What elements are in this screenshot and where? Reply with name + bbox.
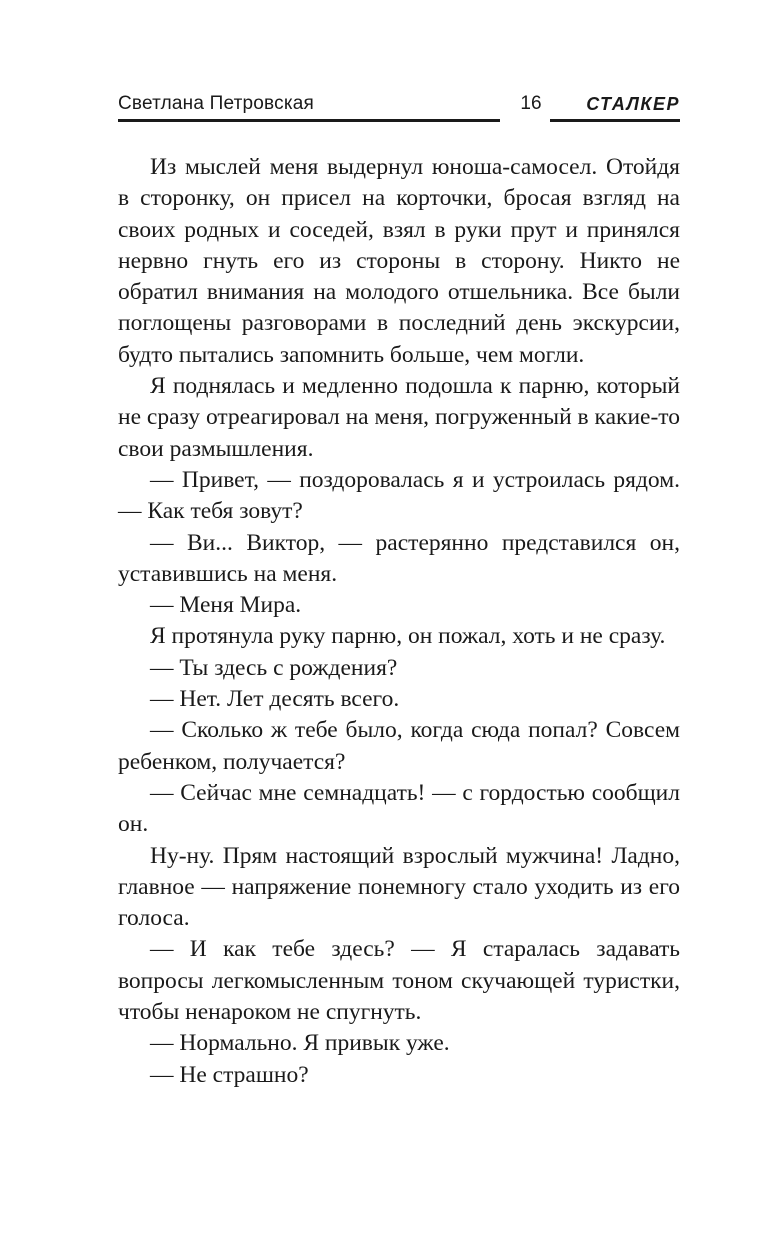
paragraph: Ну-ну. Прям настоящий взрослый мужчина! Ладно, главное — напряжение понемногу стало уходить из его голоса. (118, 842, 680, 932)
dialogue-line: — Ты здесь с рождения? (150, 654, 398, 681)
running-header (118, 92, 680, 122)
body-text (118, 152, 680, 1091)
header-author: Светлана Петровская (118, 93, 315, 114)
dialogue-line: — Ви... Виктор, — растерянно представился он, уставившись на меня. (118, 529, 680, 587)
dialogue-line: — Нет. Лет десять всего. (150, 686, 400, 713)
paragraph: Из мыслей меня выдернул юноша-самосел. Отойдя в сторонку, он присел на корточки, бросая взгляд на своих родных и соседей, взял в руки прут и принялся нервно гнуть его из стороны в сторону. Никто не обратил внимания на молодого отшельника. Все были поглощены разговорами в последний день экскурсии, будто пытались запомнить больше, чем могли. (118, 154, 680, 368)
header-rule-right (550, 119, 680, 122)
dialogue-line: — Сейчас мне семнадцать! — с гордостью сообщил он. (118, 779, 680, 838)
header-series-title: СТАЛКЕР (586, 94, 680, 114)
dialogue-line: — Нормально. Я привык уже. (150, 1030, 450, 1057)
paragraph: Я поднялась и медленно подошла к парню, который не сразу отреагировал на меня, погруженный в какие-то свои размышления. (118, 373, 680, 462)
page-number: 16 (520, 93, 542, 114)
dialogue-line: — Не страшно? (150, 1061, 309, 1088)
dialogue-line: — Меня Мира. (150, 592, 302, 619)
paragraph: Я протянула руку парню, он пожал, хоть и не сразу. (150, 623, 666, 650)
dialogue-line: — Привет, — поздоровалась я и устроилась рядом. — Как тебя зовут? (118, 466, 680, 525)
dialogue-line: — Сколько ж тебе было, когда сюда попал? Совсем ребенком, получается? (118, 717, 680, 775)
dialogue-line: — И как тебе здесь? — Я старалась задавать вопросы легкомысленным тоном скучающей туристки, чтобы ненароком не спугнуть. (118, 936, 680, 1026)
header-rule-left (118, 119, 500, 122)
